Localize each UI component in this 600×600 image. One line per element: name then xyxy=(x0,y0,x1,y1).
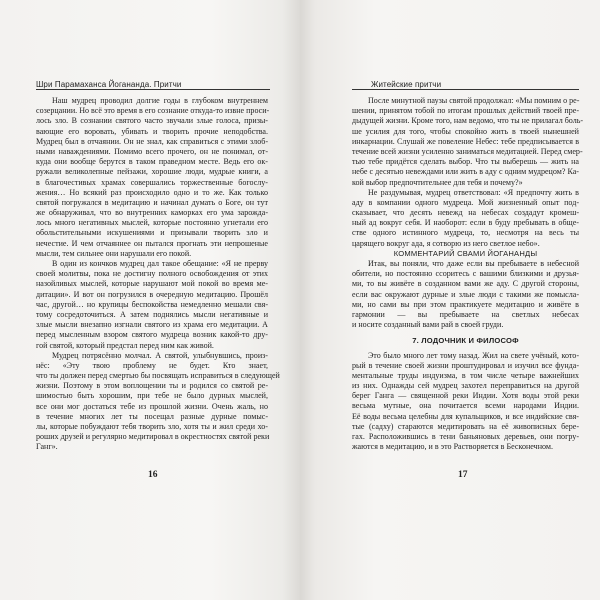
text-line: ментальные труды индуизма, в том числе четыре важнейших xyxy=(352,370,579,380)
text-line: дитации». И вот он погрузился в очередную медитацию. Прошёл xyxy=(36,289,268,299)
text-line: назойливых мыслей, которые нарушают мой покой во время ме- xyxy=(36,279,268,289)
text-line: мысли, тем сильнее они нарушали его покой. xyxy=(36,248,192,258)
text-line: роших друзей и регулярно медитировал в окрестностях святой реки xyxy=(36,432,270,442)
text-line: ный ад вокруг себя. И наоборот: если в буду пребывать в обще- xyxy=(352,218,579,228)
paragraph xyxy=(352,188,579,249)
text-line: если вас окружают дурные и злые люди с такими же помысла- xyxy=(352,289,579,299)
text-line: аду в компании одного мудреца. Мой жизненный опыт под- xyxy=(352,197,579,207)
text-line: ными наваждениями. Помимо всего прочего, он не понимал, от- xyxy=(36,146,268,156)
text-line: час, другой… но крупицы беспокойства немедленно мешали свя- xyxy=(36,299,268,309)
running-head-left: Шри Парамаханса Йогананда. Притчи xyxy=(36,80,182,89)
text-line: рый в течение своей жизни проштудировал и изучил все фунда- xyxy=(352,360,579,370)
text-line: обольстительными искушениями и призывали творить зло и xyxy=(36,228,268,238)
text-line: в благочестивых храмах совершались торжественные богослу- xyxy=(36,177,268,187)
text-line: все они мог достаться тебе из прошлой жизни. Очень жаль, но xyxy=(36,401,268,411)
text-line: сказывает, что десять невежд на небесах создадут кромеш- xyxy=(352,208,579,218)
text-line: святой погружался в медитацию и начинал думать о Боге, он тут xyxy=(36,197,268,207)
text-line: берег Ганга — священной реки Индии. Хотя воды этой реки xyxy=(352,391,579,401)
text-line: тому сосредоточиться. А затем поднялись мысли негативные и xyxy=(36,309,268,319)
text-line: весьма мутные, она почитается всеми народами Индии. xyxy=(352,401,579,411)
text-line: и носите созданный вами рай в своей груди. xyxy=(352,320,504,330)
text-line: тью тебе придётся сделать выбор. Что ты выберешь — жить на xyxy=(352,157,579,167)
text-line: дыдущей жизни. Кроме того, нам ведомо, что ты не прилагал боль- xyxy=(352,116,584,126)
text-line: жаются в медитацию, и в это Растворяется в Бесконечном. xyxy=(352,442,553,452)
text-line: обители, но постоянно ссоритесь с вашими близкими и друзья- xyxy=(352,269,579,279)
text-line: что ты должен перед смертью бы посвящать исправиться в следующей xyxy=(36,371,280,381)
text-line: Мудрец был в отчаянии. Он не знал, как справиться с этими злоб- xyxy=(36,136,268,146)
text-line: нёс: «Эту твою проблему не будет. Кто знает, xyxy=(36,360,268,370)
page-number-right: 17 xyxy=(458,470,468,480)
header-rule xyxy=(352,89,579,90)
paragraph xyxy=(352,96,584,188)
section-heading: 7. ЛОДОЧНИК И ФИЛОСОФ xyxy=(412,336,519,346)
text-line: своей молитвы, пока не достигну полного освобождения от этих xyxy=(36,269,268,279)
text-line: нечестие. И чем отчаяннее он пытался прогнать эти непрошеные xyxy=(36,238,268,248)
text-line: Наш мудрец проводил долгие годы в глубоком внутреннем xyxy=(52,96,268,105)
text-line: После минутной паузы святой продолжал: «Мы помним о ре- xyxy=(368,96,580,105)
text-line: ми, но сами вы при этом практикуете медитацию и живёте в xyxy=(352,299,579,309)
text-line: лось много негативных мыслей, которые постоянно угнетали его xyxy=(36,218,268,228)
text-line: жизни. Поэтому в этом воплощении ты и родился со святой ре- xyxy=(36,381,268,391)
text-line: гой святой, который предстал перед ним как живой. xyxy=(36,340,214,350)
text-line: Её воды весьма целебны для купальщиков, и все индийские свя- xyxy=(352,411,579,421)
text-line: куда они вообще берутся в таком праведном месте. Ведь его ок- xyxy=(36,157,268,167)
paragraph xyxy=(352,351,579,453)
paragraph xyxy=(352,259,579,330)
text-line: ше усилия для того, чтобы спокойно жить в твоей нынешней xyxy=(352,126,579,136)
text-line: же обнаруживал, что во внутренних каморках его ума зарожда- xyxy=(36,208,268,218)
text-line: В один из кончков мудрец дал такое обещание: «Я не прерву xyxy=(52,259,268,268)
right-page-text xyxy=(352,96,584,452)
text-line: вающие его воровать, убивать и творить прочие неподобства. xyxy=(36,126,268,136)
text-line: Это было много лет тому назад. Жил на свете учёный, кото- xyxy=(368,350,579,360)
right-page xyxy=(300,0,600,600)
commentary-heading: КОММЕНТАРИЙ СВАМИ ЙОГАНАНДЫ xyxy=(393,248,538,258)
text-line: Мудрец потрясённо молчал. А святой, улыбнувшись, произ- xyxy=(52,350,268,360)
text-line: в течение многих лет ты посещал разные дурные помыс- xyxy=(36,411,268,421)
text-line: стве одного истинного мудреца, то, несмотря на весь ты xyxy=(352,228,579,238)
text-line: из них. Однажды сей мудрец захотел переправиться на другой xyxy=(352,381,579,391)
left-page-text xyxy=(36,96,280,453)
text-line: течение всей жизни усиленно заниматься медитацией. Перед смер- xyxy=(352,146,583,156)
text-line: небе с десятью невеждами или жить в аду с одним мудрецом? Ка- xyxy=(352,167,579,177)
text-line: тые (садху) стараются медитировать на её живописных бере- xyxy=(352,421,579,431)
page-number-left: 16 xyxy=(148,470,158,480)
text-line: кой выбор предпочтительнее для тебя и почему?» xyxy=(352,177,523,187)
running-head-right: Житейские притчи xyxy=(371,80,442,89)
text-line: ми, то вы живёте в созданном вами же аду. С другой стороны, xyxy=(352,279,579,289)
text-line: жения… Но всякий раз происходило одно и то же. Как только xyxy=(36,187,268,197)
text-line: злые мысли внезапно изгнали святого из храма его медитации. А xyxy=(36,320,268,330)
text-line: лось зло. В сознании святого часто звучали злые голоса, призы- xyxy=(36,116,268,126)
text-line: гах. Расположившись в тени баньяновых деревьев, они погру- xyxy=(352,432,579,441)
text-line: перед мысленным взором святого мудреца возник какой-то дру- xyxy=(36,330,268,340)
text-line: шении, принятом тобой по итогам прошлых действий твоей пре- xyxy=(352,106,579,116)
text-line: гармонии — вы пребываете на светлых небесах xyxy=(352,309,579,319)
text-line: Не раздумывая, мудрец ответствовал: «Я предпочту жить в xyxy=(368,187,579,197)
text-line: царящего вокруг ада, я сотворю из него светлое небо». xyxy=(352,238,540,248)
text-line: инкарнации. Слушай же повеление Небес: тебе предписывается в xyxy=(352,136,579,146)
header-rule xyxy=(36,89,270,90)
text-line: Ганг». xyxy=(36,442,58,452)
text-line: шимостью быть хорошим, при тебе не было дурных мыслей, xyxy=(36,391,268,401)
text-line: лы, которые побуждают тебя творить зло, хотя ты и жил среди хо- xyxy=(36,422,268,431)
text-line: Итак, вы поняли, что даже если вы пребываете в небесной xyxy=(368,259,579,268)
text-line: созерцании. Но всё это время в его сознание откуда-то извне проси- xyxy=(36,106,270,116)
text-line: ружали великолепные пейзажи, хорошие люди, мудрые книги, а xyxy=(36,167,268,177)
